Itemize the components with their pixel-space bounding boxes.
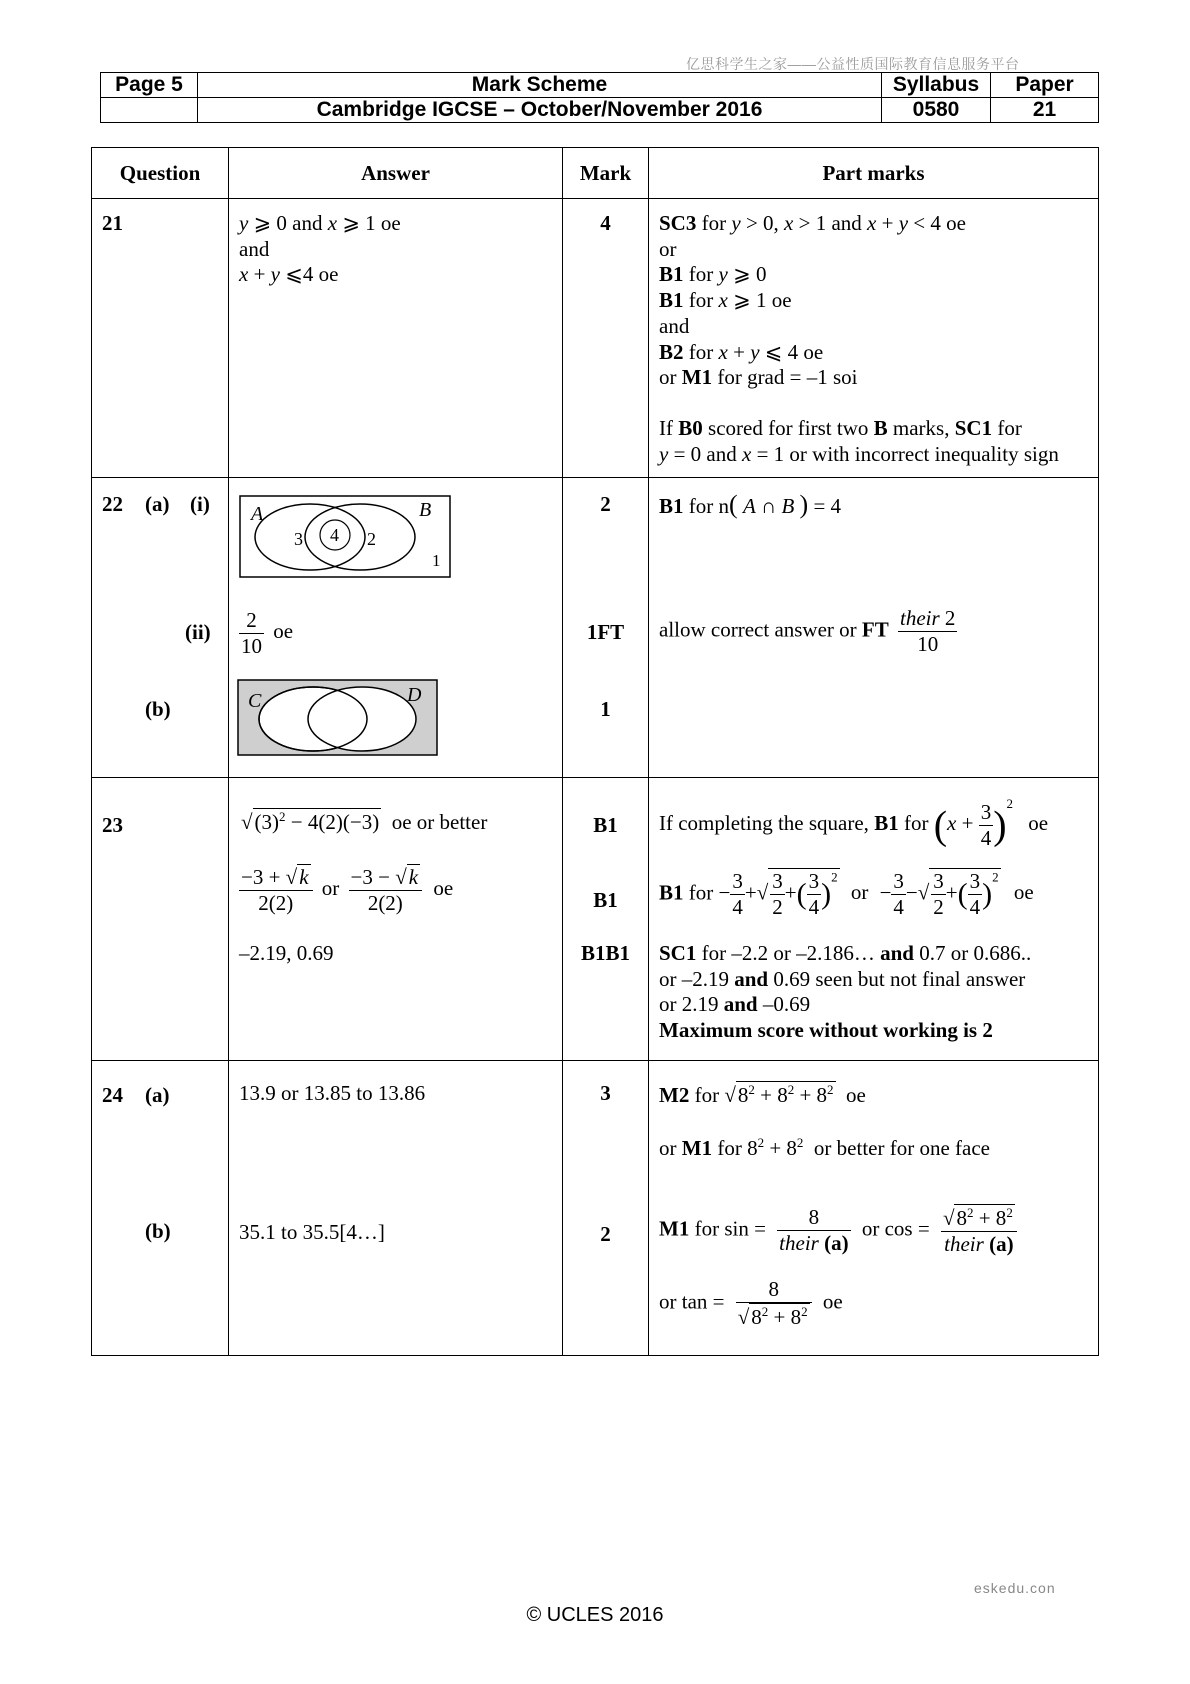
answer-q23-formula: $\frac{-3 + √k}{2(2)}$ or $\frac{-3 - √k}{2(2)}$ oe bbox=[241, 865, 454, 915]
col-mark: Mark bbox=[563, 148, 649, 199]
question-number: 22 bbox=[102, 492, 123, 516]
part-a-label: (a) bbox=[145, 1083, 170, 1107]
doc-title: Mark Scheme bbox=[198, 73, 882, 98]
col-part-marks: Part marks bbox=[649, 148, 1099, 199]
col-answer: Answer bbox=[229, 148, 563, 199]
intersection-value: 4 bbox=[330, 525, 339, 545]
set-a-circle bbox=[255, 504, 365, 570]
set-d-label: D bbox=[407, 684, 422, 706]
answer-q21: y ⩾ 0 and x ⩾ 1 oe and x + y ⩽4 oe bbox=[239, 211, 401, 287]
page-number: Page 5 bbox=[101, 73, 198, 98]
only-a-value: 3 bbox=[294, 529, 303, 549]
mark-q21: 4 bbox=[600, 211, 611, 235]
part-marks-q22-i: B1 for n( A ∩ B ) = 4 bbox=[659, 490, 842, 519]
set-c-label: C bbox=[248, 690, 262, 712]
mark-q23-1: B1 bbox=[593, 813, 618, 837]
question-number: 23 bbox=[102, 813, 123, 837]
header-table bbox=[100, 72, 1099, 123]
syllabus-label: Syllabus bbox=[882, 73, 991, 98]
doc-subtitle: Cambridge IGCSE – October/November 2016 bbox=[198, 98, 882, 123]
mark-q23-2: B1 bbox=[593, 888, 618, 912]
venn-diagram-ab bbox=[239, 495, 461, 581]
part-marks-q24-m1: or M1 for $8^2 + 8^2$ or better for one face bbox=[659, 1135, 990, 1160]
mark-q22-ii: 1FT bbox=[586, 620, 625, 644]
part-ii-label: (ii) bbox=[185, 620, 211, 644]
answer-q23-discriminant: $√(3)^2 - 4(2)(-3)$ oe or better bbox=[241, 809, 488, 834]
table-row-q24 bbox=[92, 1061, 1099, 1356]
question-number: 21 bbox=[102, 211, 123, 235]
only-b-value: 2 bbox=[367, 529, 376, 549]
outside-value: 1 bbox=[432, 551, 441, 570]
venn-diagram-cd bbox=[237, 679, 441, 759]
part-marks-q23-square: If completing the square, B1 for (x + $\frac{3}{4}$ )$^2$ oe bbox=[659, 796, 1049, 850]
answer-q24-a: 13.9 or 13.85 to 13.86 bbox=[239, 1081, 426, 1105]
table-row-q21 bbox=[92, 199, 1099, 478]
header-blank bbox=[101, 98, 198, 123]
question-number: 24 bbox=[102, 1083, 123, 1107]
answer-q24-b: 35.1 to 35.5[4…] bbox=[239, 1220, 385, 1244]
set-a-label: A bbox=[251, 503, 264, 525]
part-marks-q23-b1: B1 for − $\frac{3}{4}$ +√ $\frac{3}{2}$ +( $\frac{3}{4}$ )$^2$ or − $\frac{3}{4}$ −√ $\frac{3}{2}$ +( $\frac{3}{4}$ )$^2$ oe bbox=[659, 869, 1034, 919]
part-marks-q24-m2: M2 for $√8^2 + 8^2 + 8^2$ oe bbox=[659, 1082, 866, 1107]
part-marks-q21: SC3 for y > 0, x > 1 and x + y < 4 oe or B1 for y ⩾ 0 B1 for x ⩾ 1 oe and B2 for x + y ⩽ 4 oe or M1 for grad = –1 soi If B0 scored for first two B marks, SC1 for y = 0 and x = 1 or with incorrect inequality sign bbox=[659, 211, 1059, 466]
part-marks-q24-b-sin-cos: M1 for sin = $\frac{8}{\text{their (a)}}$ or cos = $\frac{√8^2 + 8^2}{\text{their (a)}}$ bbox=[659, 1204, 1017, 1257]
part-marks-q22-ii: allow correct answer or FT $\frac{\text{their 2}}{10}$ bbox=[659, 606, 956, 656]
part-i-label: (i) bbox=[190, 492, 210, 516]
set-b-circle bbox=[305, 504, 415, 570]
part-b-label: (b) bbox=[145, 697, 171, 721]
mark-scheme-table bbox=[91, 147, 1099, 1356]
watermark-bottom: eskedu.con bbox=[974, 1580, 1056, 1596]
mark-q22-b: 1 bbox=[600, 697, 611, 721]
part-marks-q23-sc1: SC1 for –2.2 or –2.186… and 0.7 or 0.686.. or –2.19 and 0.69 seen but not final answer or 2.19 and –0.69 Maximum score without working is 2 bbox=[659, 941, 1032, 1043]
answer-q22-ii: $\frac{2}{10}$ oe bbox=[241, 608, 294, 658]
part-a-label: (a) bbox=[145, 492, 170, 516]
mark-q22-i: 2 bbox=[600, 492, 611, 516]
table-header-row bbox=[92, 148, 1099, 199]
paper-label: Paper bbox=[991, 73, 1099, 98]
set-b-label: B bbox=[419, 499, 432, 521]
answer-q23-values: –2.19, 0.69 bbox=[239, 941, 334, 965]
syllabus-code: 0580 bbox=[882, 98, 991, 123]
watermark-top: 亿思科学生之家——公益性质国际教育信息服务平台 bbox=[686, 56, 1020, 72]
mark-q24-b: 2 bbox=[600, 1222, 611, 1246]
part-b-label: (b) bbox=[145, 1219, 171, 1243]
part-marks-q24-b-tan: or tan = $\frac{8}{√8^2 + 8^2}$ oe bbox=[659, 1277, 843, 1329]
mark-q24-a: 3 bbox=[600, 1081, 611, 1105]
table-row-q23 bbox=[92, 778, 1099, 1061]
table-row-q22 bbox=[92, 478, 1099, 778]
footer-copyright: © UCLES 2016 bbox=[526, 1604, 664, 1626]
col-question: Question bbox=[92, 148, 229, 199]
set-d-circle bbox=[308, 687, 416, 751]
mark-q23-3: B1B1 bbox=[580, 941, 630, 965]
paper-code: 21 bbox=[991, 98, 1099, 123]
